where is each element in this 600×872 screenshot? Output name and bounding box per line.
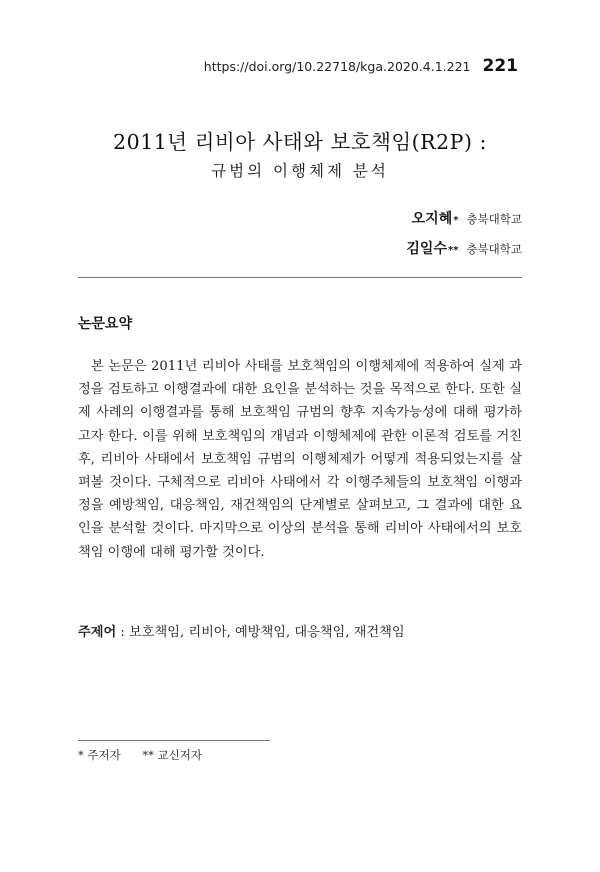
abstract-body: 본 논문은 2011년 리비아 사태를 보호책임의 이행체제에 적용하여 실제 과정을 검토하고 이행결과에 대한 요인을 분석하는 것을 목적으로 한다. 또한 실제 사례의 이행결과를 통해 보호책임 규범의 향후 지속가능성에 대해 평가하고자 한다. 이를 위해 보호책임의 개념과 이행체제에 관한 이론적 검토를 거친 후, 리비아 사태에서 보호책임 규범의 이행체제가 어떻게 적용되었는지를 살펴볼 것이다. 구체적으로 리비아 사태에서 각 이행주체들의 보호책임 이행과정을 예방책임, 대응책임, 재건책임의 단계별로 살펴보고, 그 결과에 대한 요인을 분석할 것이다. 마지막으로 이상의 분석을 통해 리비아 사태에서의 보호책임 이행에 대해 평가할 것이다. [78,359,522,560]
footnote-divider [78,740,270,741]
keywords-values: 보호책임, 리비아, 예방책임, 대응책임, 재건책임 [129,625,405,640]
author-list [406,208,522,268]
keywords-line [78,621,405,640]
footnote-main-author: * 주저자 [78,748,121,762]
paper-title: 2011년 리비아 사태와 보호책임(R2P) : [113,130,487,154]
keywords-label: 주제어 [78,625,117,640]
author-entry-2 [406,238,522,268]
footnote-area [78,747,202,763]
author-affiliation: 충북대학교 [466,242,522,256]
author-name: 김일수 [406,241,447,257]
keywords-separator: : [116,625,130,640]
author-entry-1 [406,208,522,238]
header-divider [78,277,522,278]
author-affiliation: 충북대학교 [466,212,522,226]
footnote-corresponding-author: ** 교신저자 [142,748,202,762]
author-name: 오지혜 [411,211,453,227]
author-footnote-mark: * [453,215,459,226]
abstract-heading: 논문요약 [78,316,133,332]
doi-link[interactable]: https://doi.org/10.22718/kga.2020.4.1.221 [203,59,471,74]
page-number: 221 [482,56,518,76]
doi-header [204,56,518,76]
author-footnote-mark: ** [447,245,459,256]
paper-subtitle: 규범의 이행체제 분석 [211,162,389,180]
